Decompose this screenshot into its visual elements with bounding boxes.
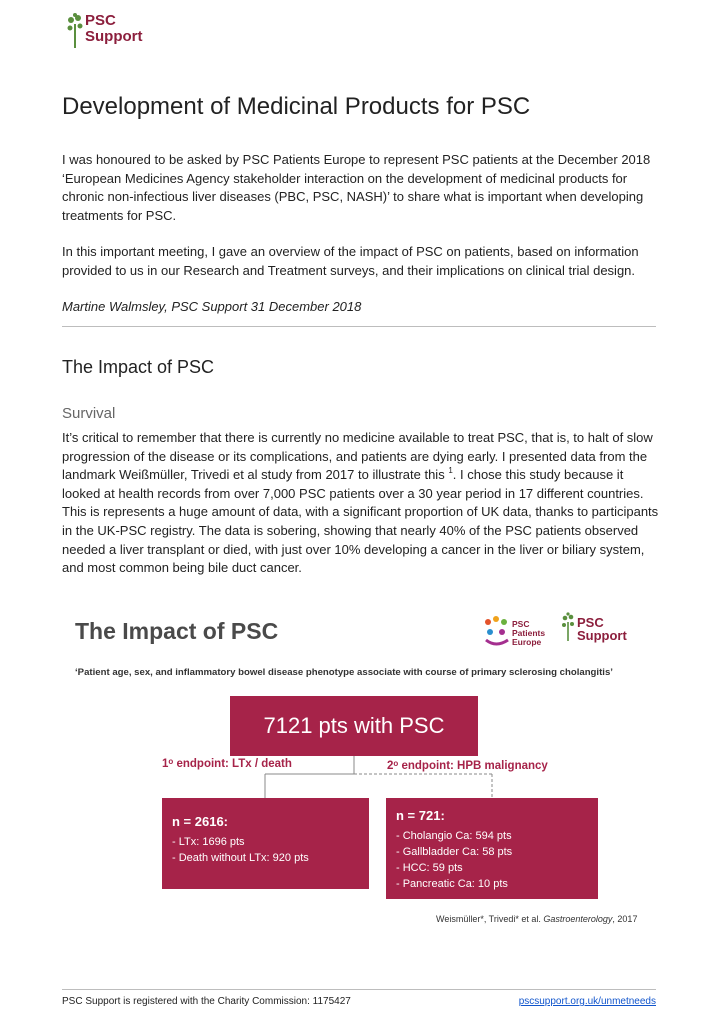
psc-patients-europe-text: PSC Patients Europe — [512, 619, 546, 647]
list-item: - LTx: 1696 pts — [172, 836, 245, 848]
logo-text: PSC Support — [85, 12, 143, 45]
intro-paragraph-1: I was honoured to be asked by PSC Patients Europe to represent PSC patients at the December 2018 ‘European Medicines Agency stakeholder interaction on the development of medicinal products for chronic non-infectious liver diseases (PBC, PSC, NASH)’ to share what is important when developing treatments for PSC. — [62, 152, 651, 223]
intro-paragraph-2: In this important meeting, I gave an overview of the impact of PSC on patients, based on information provided to us in our Research and Treatment surveys, and their implications on clinical trial design. — [62, 244, 639, 278]
primary-endpoint-label: 1$^o$ endpoint: LTx / death — [162, 757, 292, 770]
list-item: - Cholangio Ca: 594 pts — [396, 830, 512, 842]
list-item: - HCC: 59 pts — [396, 862, 463, 874]
slide-psc-support-text: PSC Support — [577, 615, 627, 643]
total-patients-box: 7121 pts with PSC — [230, 696, 478, 756]
impact-slide — [62, 592, 658, 932]
secondary-endpoint-label: 2$^o$ endpoint: HPB malignancy — [387, 759, 548, 772]
psc-support-logo[interactable] — [66, 12, 146, 52]
byline: Martine Walmsley, PSC Support 31 December 2018 — [62, 299, 362, 314]
survival-paragraph: It’s critical to remember that there is currently no medicine available to treat PSC, that is, to halt of slow progression of the disease or its complications, and patients are dying early. I presented data from the landmark Weißmüller, Trivedi et al study from 2017 to illustrate this $^1$. I chose this study because it looked at health records from over 7,000 PSC patients over a 30 year period in 17 different countries. This is represents a huge amount of data, with a significant proportion of UK data, thanks to participants in the UK-PSC registry. The data is sobering, showing that nearly 40% of the PSC patients observed needed a liver transplant or died, with just over 10% developing a cancer in the liver or biliary system, and most common being bile duct cancer. — [62, 430, 659, 576]
ltx-death-count: n = 2616: — [172, 814, 229, 829]
footer-divider — [62, 989, 656, 990]
tree-icon — [66, 12, 84, 50]
footnote-ref[interactable]: 1 — [448, 466, 453, 476]
ltx-death-box — [162, 798, 369, 889]
list-item: - Gallbladder Ca: 58 pts — [396, 846, 513, 858]
list-item: - Pancreatic Ca: 10 pts — [396, 878, 508, 890]
section-subtitle: Survival — [62, 405, 116, 422]
footer-link[interactable]: pscsupport.org.uk/unmetneeds — [518, 996, 656, 1007]
divider — [62, 326, 656, 327]
slide-title: The Impact of PSC — [75, 618, 279, 644]
slide-citation: Weismüller*, Trivedi* et al. Gastroenterology, 2017 — [436, 914, 638, 924]
malignancy-box — [386, 798, 598, 899]
footer-charity-text: PSC Support is registered with the Charity Commission: 1175427 — [62, 996, 351, 1007]
section-title: The Impact of PSC — [62, 357, 215, 377]
malignancy-count: n = 721: — [396, 808, 445, 823]
page-title: Development of Medicinal Products for PSC — [62, 93, 531, 120]
study-quote: ‘Patient age, sex, and inflammatory bowel disease phenotype associate with course of primary sclerosing cholangitis’ — [75, 667, 613, 678]
list-item: - Death without LTx: 920 pts — [172, 852, 309, 864]
